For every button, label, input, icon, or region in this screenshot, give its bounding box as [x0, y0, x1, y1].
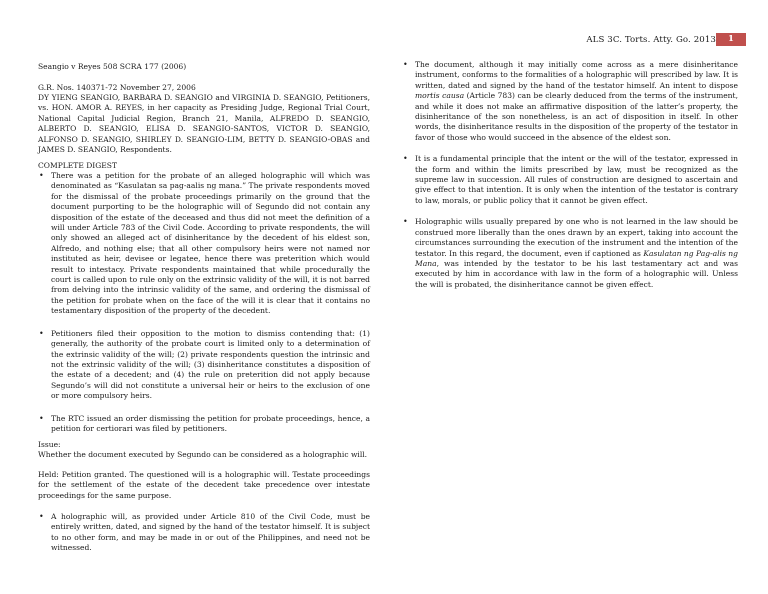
held-text: The questioned will is a holographic will. Testate proceedings for the settlement of the estate of the decedent take precedence over intestate proceedings for the same purpose.: [38, 470, 370, 500]
bullet-icon: •: [403, 154, 408, 164]
digest-list: [38, 171, 370, 434]
bullet-icon: •: [39, 413, 44, 423]
list-item: [38, 512, 370, 554]
list-item-text: The RTC issued an order dismissing the petition for probate proceedings, hence, a petition for certiorari was filed by petitioners.: [51, 413, 370, 433]
running-header: ALS 3C. Torts. Atty. Go. 2013: [586, 35, 716, 45]
list-item-text-a: It is a fundamental principle that the intent or the will of the testator, expressed in the form and within the limits prescribed by law, must be recognized as the supreme law in succession. All rules of construction are designed to ascertain and give effect to that intention. It is only when the intention of the testator is contrary to law, morals, or public policy that it cannot be given effect.: [415, 154, 738, 205]
case-number-line: G.R. Nos. 140371-72 November 27, 2006: [38, 83, 196, 92]
list-item-text-b: , was intended by the testator to be his last testamentary act and was executed by him in accordance with law in the form of a holographic will. Unless the will is probated, the disinheritance cannot be given effect.: [415, 258, 738, 289]
analysis-list: [402, 60, 738, 290]
list-item-text-a: The document, although it may initially come across as a mere disinheritance instrument, conforms to the formalities of a holographic will prescribed by law. It is written, dated and signed by the hand of the testator himself. An intent to dispose: [415, 60, 738, 90]
page-number-badge: 1: [716, 33, 746, 46]
list-item-text: A holographic will, as provided under Article 810 of the Civil Code, must be entirely written, dated, and signed by the hand of the testator himself. It is subject to no other form, and may be made in or out of the Philippines, and need not be witnessed.: [51, 512, 370, 553]
list-item: [38, 414, 370, 435]
bullet-icon: •: [39, 171, 44, 180]
list-item-text-b: (Article 783) can be clearly deduced from the terms of the instrument, and while it does not make an affirmative disposition of the latter’s property, the disinheritance of the son nonetheless, is an act of disposition in itself. In other words, the disinheritance results in the disposition of the property of the testator in favor of those who would succeed in the absence of the eldest son.: [415, 91, 738, 142]
bullet-icon: •: [403, 217, 408, 227]
list-item-emphasis: mortis causa: [415, 91, 465, 101]
case-title: Seangio v Reyes 508 SCRA 177 (2006): [38, 62, 187, 71]
list-item-emphasis: Kasulatan ng Pag-alis ng Mana: [415, 248, 738, 268]
bullet-icon: •: [39, 512, 44, 521]
bullet-icon: •: [39, 328, 44, 338]
list-item: [38, 329, 370, 402]
issue-text: Whether the document executed by Segundo can be considered as a holographic will.: [38, 450, 368, 459]
list-item: [402, 60, 738, 143]
list-item: [402, 154, 738, 206]
list-item-text: Petitioners filed their opposition to the motion to dismiss contending that: (1) generally, the authority of the probate court is limited only to a determination of the extrinsic validity of the will; (2) private respondents question the intrinsic and not the extrinsic validity of the will; (3) disinheritance constitutes a disposition of the estate of a decedent; and (4) the rule on preterition did not apply because Segundo’s will did not constitute a universal heir or heirs to the exclusion of one or more compulsory heirs.: [51, 328, 370, 401]
held-list: [38, 512, 370, 554]
issue-label: Issue:: [38, 440, 61, 449]
list-item-text-a: Holographic wills usually prepared by one who is not learned in the law should be construed more liberally than the ones drawn by an expert, taking into account the circumstances surrounding the execution of the instrument and the intention of the testator. In this regard, the document, even if captioned as: [415, 217, 738, 258]
held-paragraph: [38, 470, 370, 501]
list-item: [38, 171, 370, 317]
list-item-text: There was a petition for the probate of an alleged holographic will which was denominated as “Kasulatan sa pag-aalis ng mana.” The private respondents moved for the dismissal of the probate proceedings primarily on the ground that the document purporting to be the holographic will of Segundo did not contain any disposition of the estate of the deceased and thus did not meet the definition of a will under Article 783 of the Civil Code. According to private respondents, the will only showed an alleged act of disinheritance by the decedent of his eldest son, Alfredo, and nothing else; that all other compulsory heirs were not named nor instituted as heir, devisee or legatee, hence there was preterition which would result to intestacy. Private respondents maintained that while procedurally the court is called upon to rule only on the extrinsic validity of the will, it is not barred from delving into the intrinsic validity of the same, and ordering the dismissal of the petition for probate when on the face of the will it is clear that it contains no testamentary disposition of the property of the decedent.: [51, 171, 370, 316]
bullet-icon: •: [403, 60, 408, 69]
digest-heading: COMPLETE DIGEST: [38, 161, 118, 170]
case-parties: DY YIENG SEANGIO, BARBARA D. SEANGIO and VIRGINIA D. SEANGIO, Petitioners, vs. HON. AMOR A. REYES, in her capacity as Presiding Judge, Regional Trial Court, National Capital Judicial Region, Branch 21, Manila, ALFREDO D. SEANGIO, ALBERTO D. SEANGIO, ELISA D. SEANGIO-SANTOS, VICTOR D. SEANGIO, ALFONSO D. SEANGIO, SHIRLEY D. SEANGIO-LIM, BETTY D. SEANGIO-OBAS and JAMES D. SEANGIO, Respondents.: [38, 93, 370, 155]
held-label: Held: Petition granted.: [38, 470, 127, 479]
list-item: [402, 217, 738, 290]
